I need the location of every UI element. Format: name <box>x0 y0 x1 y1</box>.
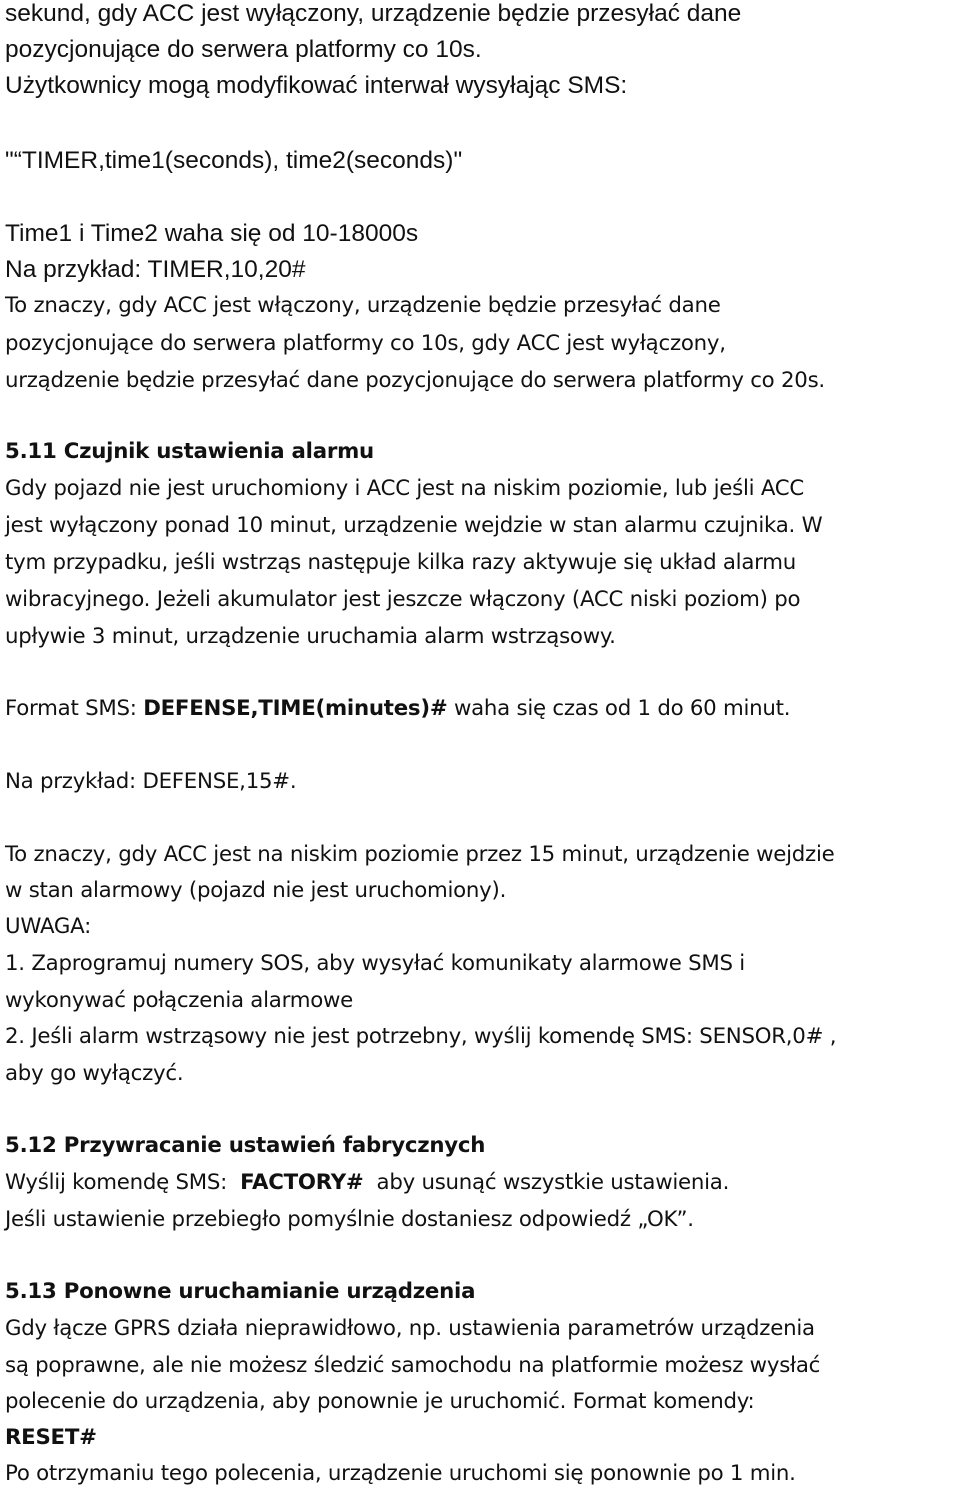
paragraph-line: To znaczy, gdy ACC jest na niskim poziomie przez 15 minut, urządzenie wejdzie <box>5 842 835 867</box>
paragraph-line: upływie 3 minut, urządzenie uruchamia alarm wstrząsowy. <box>5 624 616 649</box>
example-line: Na przykład: DEFENSE,15#. <box>5 769 297 794</box>
paragraph-line: urządzenie będzie przesyłać dane pozycjonujące do serwera platformy co 20s. <box>5 368 825 393</box>
note-item: 2. Jeśli alarm wstrząsowy nie jest potrzebny, wyślij komendę SMS: SENSOR,0# , <box>5 1024 837 1049</box>
paragraph-line: wibracyjnego. Jeżeli akumulator jest jeszcze włączony (ACC niski poziom) po <box>5 587 801 612</box>
format-prefix: Format SMS: <box>5 696 144 721</box>
paragraph-line: tym przypadku, jeśli wstrząs następuje kilka razy aktywuje się układ alarmu <box>5 550 797 575</box>
paragraph-line: Gdy łącze GPRS działa nieprawidłowo, np. ustawienia parametrów urządzenia <box>5 1316 815 1341</box>
format-command: DEFENSE,TIME(minutes)# <box>143 696 448 721</box>
paragraph-line: Użytkownicy mogą modyfikować interwał wysyłając SMS: <box>5 72 628 99</box>
paragraph-line: polecenie do urządzenia, aby ponownie je uruchomić. Format komendy: <box>5 1389 755 1414</box>
paragraph-line: jest wyłączony ponad 10 minut, urządzenie wejdzie w stan alarmu czujnika. W <box>5 513 823 538</box>
factory-command: FACTORY# <box>240 1170 364 1195</box>
note-title: UWAGA: <box>5 914 92 939</box>
note-item: 1. Zaprogramuj numery SOS, aby wysyłać komunikaty alarmowe SMS i <box>5 951 745 976</box>
paragraph-line: pozycjonujące do serwera platformy co 10s. <box>5 36 482 63</box>
factory-prefix: Wyślij komendę SMS: <box>5 1170 241 1195</box>
section-heading-5-13: 5.13 Ponowne uruchamianie urządzenia <box>5 1279 476 1304</box>
factory-suffix: aby usunąć wszystkie ustawienia. <box>363 1170 730 1195</box>
reset-command: RESET# <box>5 1425 97 1450</box>
paragraph-line: Gdy pojazd nie jest uruchomiony i ACC jest na niskim poziomie, lub jeśli ACC <box>5 476 805 501</box>
command-syntax: "“TIMER,time1(seconds), time2(seconds)" <box>5 147 463 174</box>
paragraph-line: Time1 i Time2 waha się od 10-18000s <box>5 220 419 247</box>
note-item: aby go wyłączyć. <box>5 1061 184 1086</box>
paragraph-line: To znaczy, gdy ACC jest włączony, urządzenie będzie przesyłać dane <box>5 293 721 318</box>
section-heading-5-11: 5.11 Czujnik ustawienia alarmu <box>5 439 374 464</box>
factory-command-line <box>5 1169 729 1197</box>
paragraph-line: w stan alarmowy (pojazd nie jest uruchomiony). <box>5 878 507 903</box>
format-line <box>5 695 790 723</box>
paragraph-line: sekund, gdy ACC jest wyłączony, urządzenie będzie przesyłać dane <box>5 0 742 27</box>
example-line: Na przykład: TIMER,10,20# <box>5 256 306 283</box>
paragraph-line: Jeśli ustawienie przebiegło pomyślnie dostaniesz odpowiedź „OK”. <box>5 1207 694 1232</box>
note-item: wykonywać połączenia alarmowe <box>5 988 353 1013</box>
paragraph-line: pozycjonujące do serwera platformy co 10s, gdy ACC jest wyłączony, <box>5 331 726 356</box>
format-suffix: waha się czas od 1 do 60 minut. <box>447 696 791 721</box>
section-heading-5-12: 5.12 Przywracanie ustawień fabrycznych <box>5 1133 486 1158</box>
paragraph-line: są poprawne, ale nie możesz śledzić samochodu na platformie możesz wysłać <box>5 1353 821 1378</box>
paragraph-line: Po otrzymaniu tego polecenia, urządzenie uruchomi się ponownie po 1 min. <box>5 1461 796 1486</box>
